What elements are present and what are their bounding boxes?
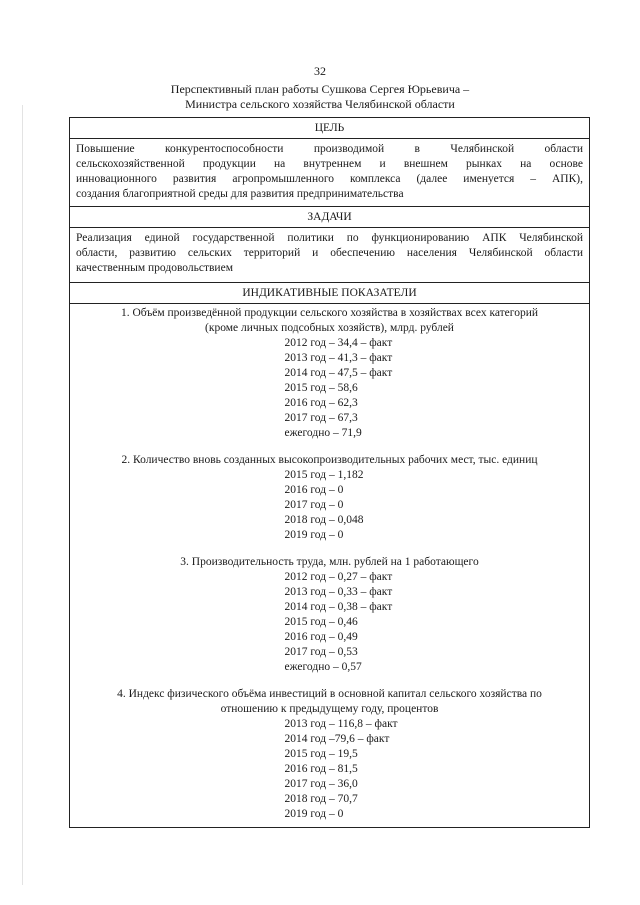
indicator-heading-line: 1. Объём произведённой продукции сельского хозяйства в хозяйствах всех категорий	[120, 307, 539, 319]
indicator-value: 2015 год – 19,5	[284, 748, 358, 760]
indicator-heading-line: 3. Производительность труда, млн. рублей на 1 работающего	[180, 556, 479, 568]
indicator-value: 2019 год – 0	[284, 808, 344, 820]
indicator-value: ежегодно – 71,9	[284, 427, 362, 439]
indicator-item	[76, 306, 583, 441]
indicator-value: 2018 год – 70,7	[284, 793, 358, 805]
heading-line-2: Министра сельского хозяйства Челябинской области	[185, 97, 455, 111]
tasks-line: области, развитию сельских территорий и обеспечению населения Челябинской области	[76, 247, 583, 259]
tasks-text	[70, 228, 589, 283]
indicator-heading	[76, 306, 583, 336]
indicator-values	[215, 717, 445, 822]
tasks-line: Реализация единой государственной политики по функционированию АПК Челябинской	[76, 232, 583, 244]
indicator-heading-line: 4. Индекс физического объёма инвестиций в основной капитал сельского хозяйства по	[117, 688, 542, 700]
indicator-value: 2016 год – 0	[284, 484, 344, 496]
goal-line: Повышение конкурентоспособности производимой в Челябинской области	[76, 143, 583, 155]
indicators-body	[70, 304, 589, 822]
indicator-value: 2018 год – 0,048	[284, 514, 364, 526]
indicator-value: 2015 год – 0,46	[284, 616, 358, 628]
indicators-title: ИНДИКАТИВНЫЕ ПОКАЗАТЕЛИ	[70, 283, 589, 304]
indicator-values	[215, 468, 445, 543]
indicator-value: 2014 год – 47,5 – факт	[284, 367, 393, 379]
indicator-value: 2017 год – 0	[284, 499, 344, 511]
indicator-value: 2016 год – 62,3	[284, 397, 358, 409]
page-number: 32	[314, 64, 326, 78]
indicator-value: 2015 год – 58,6	[284, 382, 358, 394]
indicator-value: 2013 год – 0,33 – факт	[284, 586, 393, 598]
goal-title: ЦЕЛЬ	[70, 118, 589, 139]
indicator-value: 2012 год – 0,27 – факт	[284, 571, 393, 583]
indicator-value: 2017 год – 36,0	[284, 778, 358, 790]
indicator-heading	[76, 687, 583, 717]
goal-line: инновационного развития агропромышленного комплекса (далее именуется – АПК),	[76, 173, 583, 185]
indicator-value: 2014 год –79,6 – факт	[284, 733, 390, 745]
indicator-value: 2014 год – 0,38 – факт	[284, 601, 393, 613]
indicator-value: 2015 год – 1,182	[284, 469, 364, 481]
indicator-values	[215, 570, 445, 675]
indicator-value: 2019 год – 0	[284, 529, 344, 541]
indicator-value: 2016 год – 0,49	[284, 631, 358, 643]
tasks-line: качественным продовольствием	[76, 262, 233, 274]
indicator-item	[76, 555, 583, 675]
indicator-value: 2012 год – 34,4 – факт	[284, 337, 393, 349]
indicator-value: 2017 год – 67,3	[284, 412, 358, 424]
indicator-item	[76, 687, 583, 822]
goal-text	[70, 139, 589, 207]
indicator-value: 2016 год – 81,5	[284, 763, 358, 775]
indicator-value: 2013 год – 116,8 – факт	[284, 718, 398, 730]
scan-edge-line	[22, 105, 23, 885]
indicator-heading-line: 2. Количество вновь созданных высокопроизводительных рабочих мест, тыс. единиц	[121, 454, 538, 466]
indicator-heading	[76, 453, 583, 468]
indicator-item	[76, 453, 583, 543]
indicator-value: 2013 год – 41,3 – факт	[284, 352, 393, 364]
heading-line-1: Перспективный план работы Сушкова Сергея Юрьевича –	[170, 82, 470, 96]
indicator-values	[215, 336, 445, 441]
goal-line: создания благоприятной среды для развития предпринимательства	[76, 188, 404, 200]
indicator-heading-line: (кроме личных подсобных хозяйств), млрд. рублей	[205, 322, 454, 334]
indicator-value: ежегодно – 0,57	[284, 661, 362, 673]
tasks-title: ЗАДАЧИ	[70, 207, 589, 228]
goal-line: сельскохозяйственной продукции на внутреннем и внешнем рынках на основе	[76, 158, 583, 170]
indicator-heading	[76, 555, 583, 570]
document-heading	[60, 82, 580, 112]
plan-table	[69, 117, 590, 828]
indicator-heading-line: отношению к предыдущему году, процентов	[220, 703, 439, 715]
indicator-value: 2017 год – 0,53	[284, 646, 358, 658]
